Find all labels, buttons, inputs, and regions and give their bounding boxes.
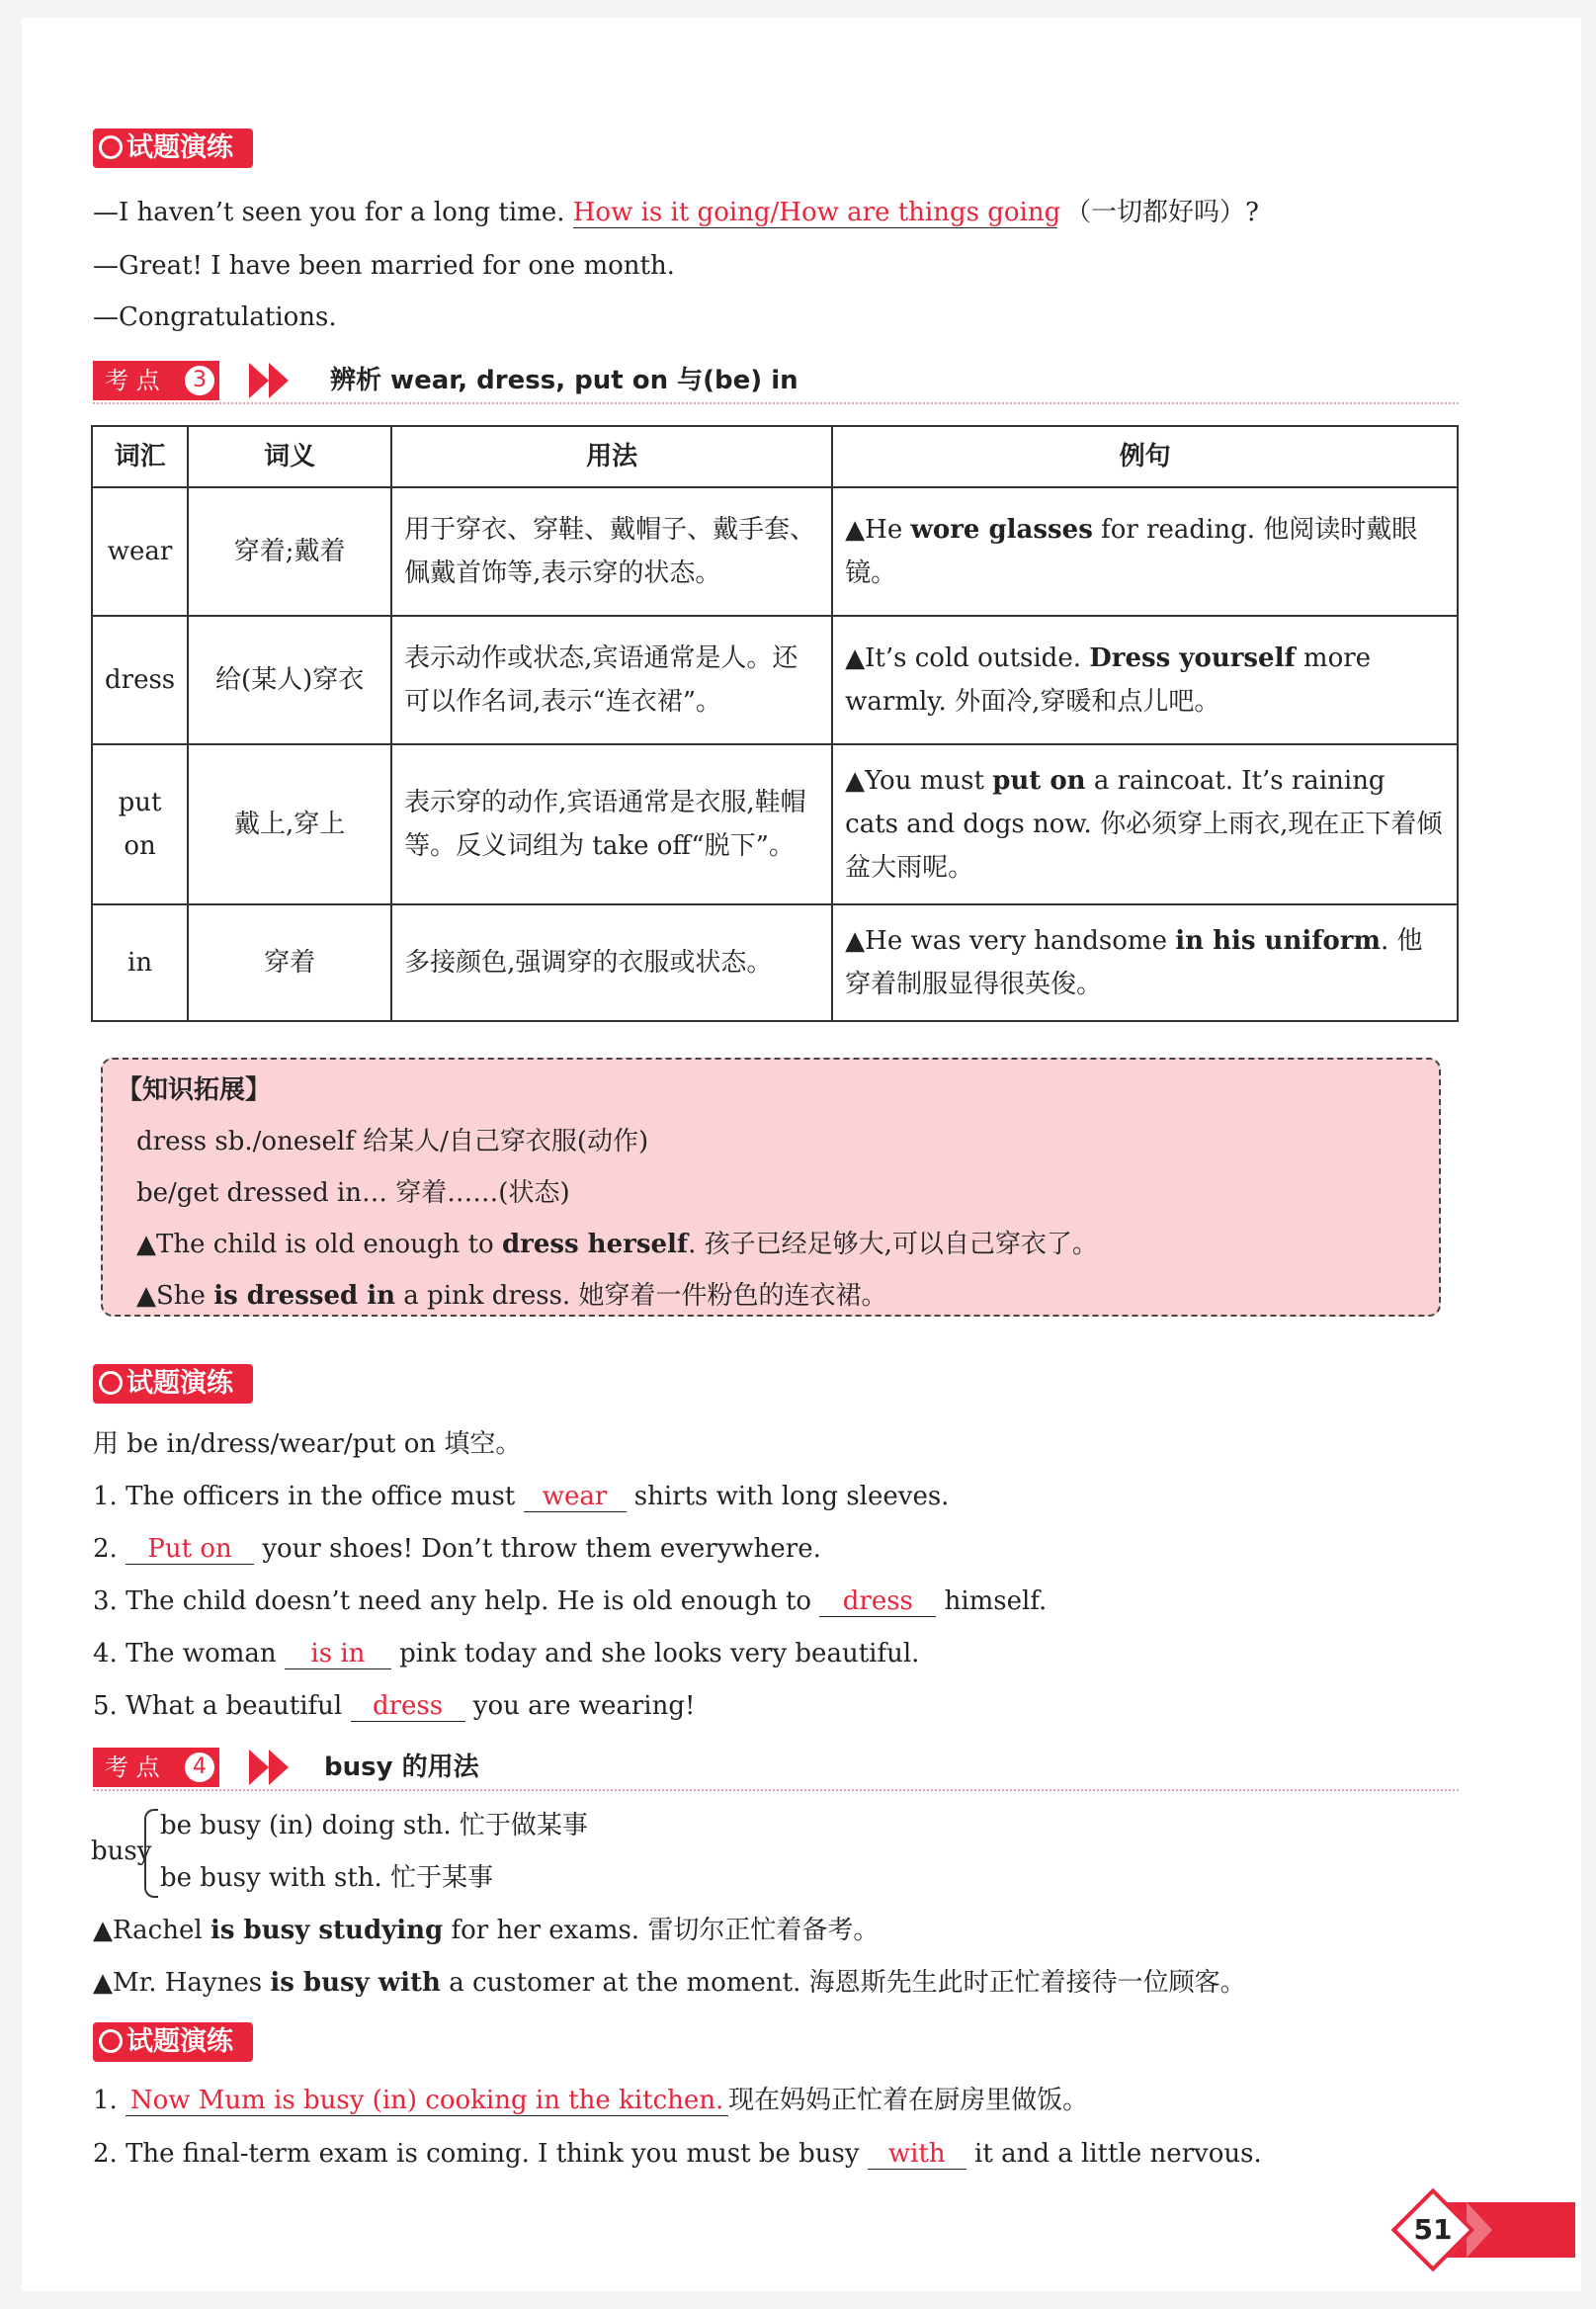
- arrow-icon: [249, 1750, 269, 1785]
- keypoint-label: 考 点: [93, 361, 219, 400]
- keypoint-4-header: [93, 1748, 1459, 1787]
- question-2: 2. Put on your shoes! Don’t throw them everywhere.: [93, 1534, 821, 1564]
- drill-icon: [99, 1371, 123, 1395]
- knowledge-line: be/get dressed in… 穿着……(状态): [136, 1178, 570, 1208]
- arrow-icon: [269, 363, 289, 398]
- drill-icon: [99, 135, 123, 159]
- ex3-question-2: 2. The final-term exam is coming. I think you must be busy with it and a little nervous.: [93, 2139, 1262, 2169]
- question-5: 5. What a beautiful dress you are wearing!: [93, 1691, 696, 1721]
- knowledge-example: ▲She is dressed in a pink dress. 她穿着一件粉色的连衣裙。: [136, 1281, 887, 1311]
- knowledge-line: dress sb./oneself 给某人/自己穿衣服(动作): [136, 1127, 649, 1156]
- drill-icon: [99, 2029, 123, 2053]
- instruction: 用 be in/dress/wear/put on 填空。: [93, 1429, 522, 1459]
- knowledge-title: 【知识拓展】: [117, 1075, 272, 1105]
- keypoint-title: busy 的用法: [324, 1753, 479, 1782]
- table-row: in 穿着 多接颜色,强调穿的衣服或状态。 ▲He was very handsome in his uniform. 他穿着制服显得很英俊。: [92, 904, 1458, 1021]
- question-4: 4. The woman is in pink today and she looks very beautiful.: [93, 1639, 920, 1668]
- drill-badge-1: 试题演练: [93, 128, 253, 168]
- divider: [93, 402, 1459, 404]
- busy-example: ▲Mr. Haynes is busy with a customer at the moment. 海恩斯先生此时正忙着接待一位顾客。: [93, 1968, 1246, 1998]
- busy-pattern: be busy (in) doing sth. 忙于做某事: [160, 1811, 588, 1840]
- table-row: wear 穿着;戴着 用于穿衣、穿鞋、戴帽子、戴手套、佩戴首饰等,表示穿的状态。 ▲He wore glasses for reading. 他阅读时戴眼镜。: [92, 487, 1458, 616]
- usage-table: [91, 425, 1459, 1022]
- knowledge-box: [101, 1058, 1441, 1317]
- table-row: put on 戴上,穿上 表示穿的动作,宾语通常是衣服,鞋帽等。反义词组为 take off“脱下”。 ▲You must put on a raincoat. It’s raining cats and dogs now. 你必须穿上雨衣,现在正下着倾盆大雨呢。: [92, 744, 1458, 904]
- knowledge-example: ▲The child is old enough to dress herself. 孩子已经足够大,可以自己穿衣了。: [136, 1230, 1098, 1259]
- busy-word: busy: [91, 1837, 152, 1866]
- question-3: 3. The child doesn’t need any help. He is old enough to dress himself.: [93, 1586, 1048, 1616]
- keypoint-label: 考 点: [93, 1748, 219, 1787]
- dialog-line-1: —I haven’t seen you for a long time. How is it going/How are things going （一切都好吗）?: [93, 198, 1259, 227]
- brace: [144, 1809, 158, 1898]
- keypoint-title: 辨析 wear, dress, put on 与(be) in: [330, 366, 798, 395]
- dialog-line-2: —Great! I have been married for one month.: [93, 251, 675, 281]
- keypoint-number: 3: [185, 366, 214, 395]
- drill-badge-2: 试题演练: [93, 1364, 253, 1404]
- arrow-icon: [249, 363, 269, 398]
- keypoint-number: 4: [185, 1753, 214, 1782]
- drill-badge-3: 试题演练: [93, 2022, 253, 2062]
- ex3-question-1: 1. Now Mum is busy (in) cooking in the kitchen. 现在妈妈正忙着在厨房里做饭。: [93, 2086, 1089, 2115]
- table-header-row: 词汇 词义 用法 例句: [92, 426, 1458, 487]
- busy-pattern: be busy with sth. 忙于某事: [160, 1863, 494, 1893]
- divider: [93, 1789, 1459, 1791]
- page-number: 51: [1413, 2213, 1453, 2246]
- answer-1: How is it going/How are things going: [572, 198, 1061, 227]
- table-row: dress 给(某人)穿衣 表示动作或状态,宾语通常是人。还可以作名词,表示“连衣裙”。 ▲It’s cold outside. Dress yourself more warmly. 外面冷,穿暖和点儿吧。: [92, 616, 1458, 744]
- arrow-icon: [269, 1750, 289, 1785]
- dialog-line-3: —Congratulations.: [93, 302, 337, 332]
- page-number-tab: [1386, 2196, 1575, 2264]
- keypoint-3-header: [93, 361, 1459, 400]
- question-1: 1. The officers in the office must wear shirts with long sleeves.: [93, 1482, 950, 1511]
- busy-example: ▲Rachel is busy studying for her exams. 雷切尔正忙着备考。: [93, 1916, 880, 1945]
